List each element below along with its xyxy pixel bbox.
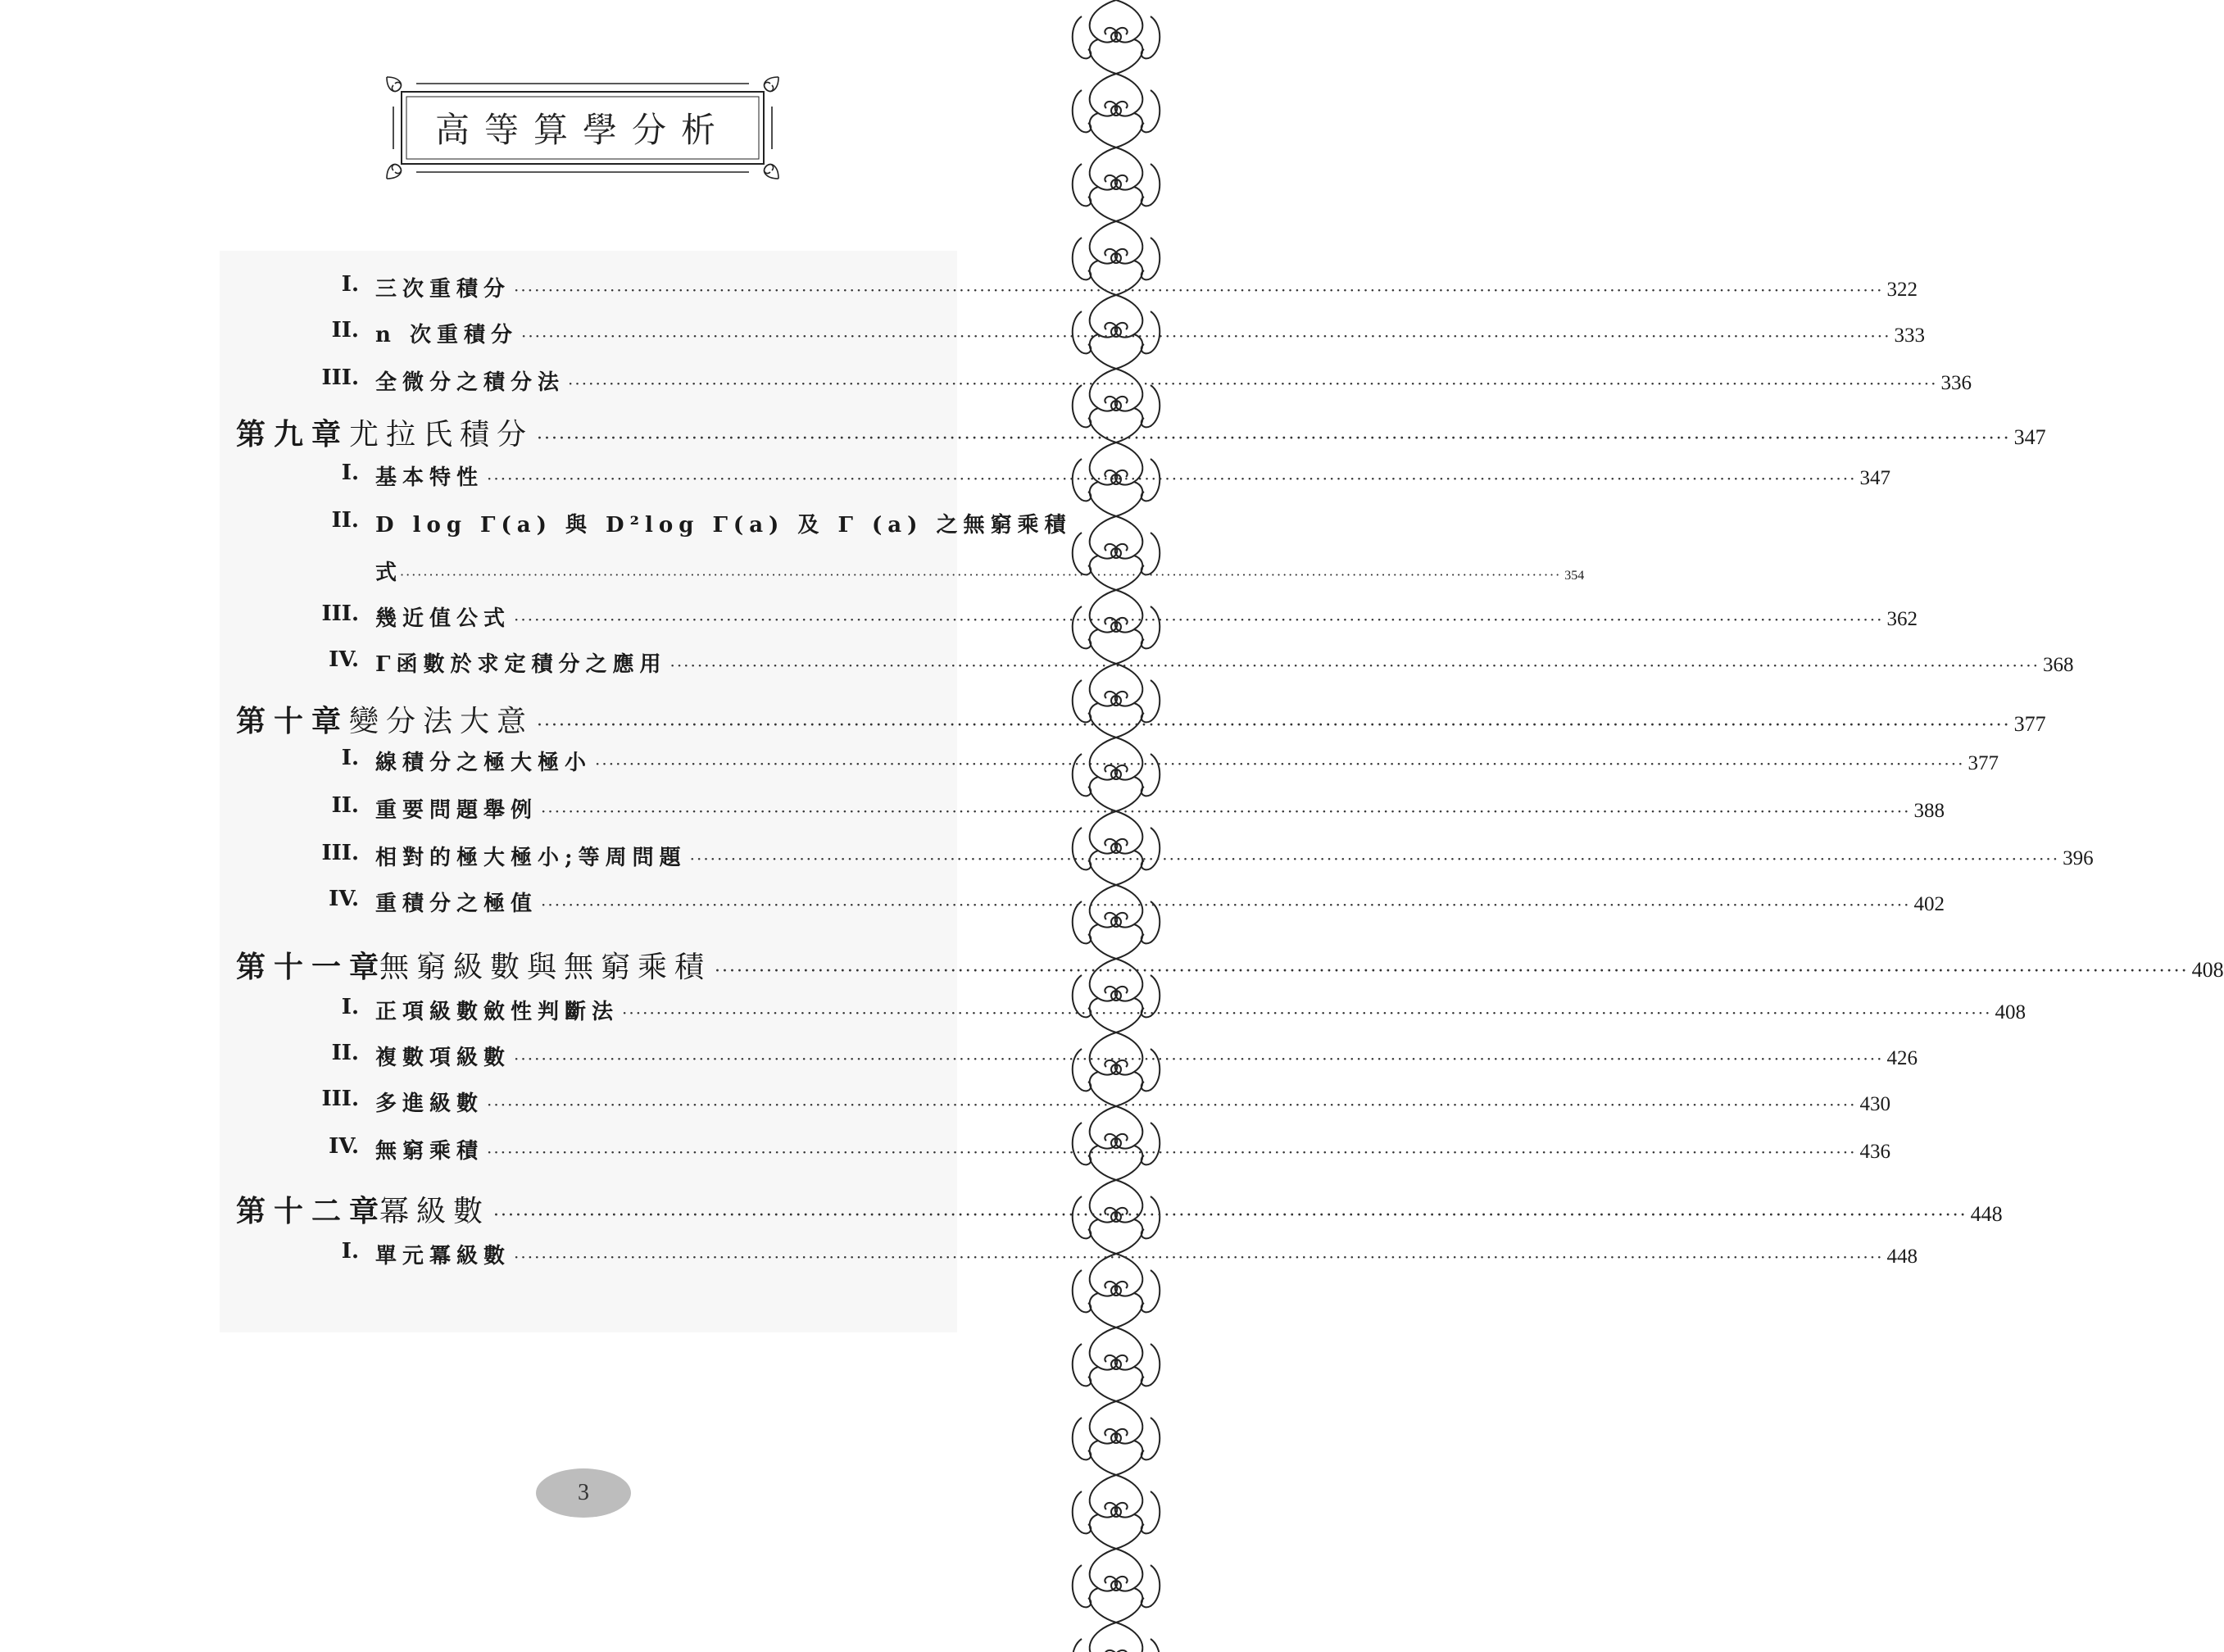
section-number: II.	[331, 1041, 359, 1065]
leader-dots: ········································································································································································································	[537, 715, 2011, 736]
chapter-title: 變分法大意	[349, 705, 534, 738]
section-title: 全微分之積分法	[375, 370, 565, 395]
leader-dots: ········································································································································································································	[520, 326, 1891, 346]
leader-dots: ········································································································································································································	[514, 280, 1884, 300]
toc-section-row	[321, 841, 2094, 871]
leader-dots: ········································································································································································································	[595, 754, 1965, 774]
section-number: I.	[341, 272, 359, 297]
page-ref: 333	[1894, 324, 1925, 347]
toc-chapter-row	[236, 1188, 2003, 1230]
leader-dots: ········································································································································································································	[487, 1095, 1857, 1114]
toc-section-row	[375, 556, 1585, 586]
page-ref: 426	[1886, 1047, 1918, 1069]
section-title: 三次重積分	[375, 277, 511, 302]
toc-section-row	[341, 272, 1918, 302]
section-title: 重積分之極值	[375, 892, 538, 916]
toc-chapter-row	[236, 944, 2224, 986]
leader-dots: ········································································································································································································	[689, 849, 2060, 869]
chapter-label: 第九章	[236, 417, 350, 452]
page-ref: 377	[1968, 752, 1999, 774]
section-number: I.	[341, 461, 359, 485]
section-title: 幾近值公式	[375, 606, 511, 631]
section-number: III.	[321, 1087, 359, 1111]
section-title: 線積分之極大極小	[375, 751, 592, 775]
toc-section-row	[329, 1134, 1890, 1164]
section-title: 正項級數斂性判斷法	[375, 1000, 620, 1024]
page-ref: 368	[2042, 654, 2074, 676]
page-ref: 354	[1564, 569, 1585, 583]
leader-dots: ········································································································································································································	[487, 469, 1857, 488]
section-title: 無窮乘積	[375, 1139, 484, 1164]
page-ref: 388	[1913, 800, 1945, 822]
section-title: 複數項級數	[375, 1046, 511, 1070]
leader-dots: ········································································································································································································	[568, 374, 1938, 393]
page-ref: 430	[1859, 1093, 1890, 1115]
chapter-title: 冪級數	[379, 1195, 491, 1228]
page-ref: 408	[1995, 1001, 2026, 1023]
toc-section-row	[329, 887, 1945, 917]
leader-dots: ········································································································································································································	[514, 1049, 1884, 1069]
section-title: D log Γ(a) 與 D²log Γ(a) 及 Γ (a) 之無窮乘積	[375, 513, 1072, 538]
section-title: 相對的極大極小;等周問題	[375, 846, 687, 870]
page-ref: 336	[1940, 372, 1972, 394]
section-number: IV.	[329, 647, 359, 672]
section-title: 單元冪級數	[375, 1244, 511, 1268]
leader-dots: ········································································································································································································	[622, 1003, 1992, 1023]
page-ref: 408	[2191, 958, 2224, 982]
toc-section-row	[341, 746, 1999, 776]
page-ref: 347	[2013, 425, 2046, 449]
toc-section-row	[341, 995, 2026, 1025]
section-number: II.	[331, 318, 359, 343]
page-ref: 396	[2063, 847, 2094, 869]
chapter-label: 第十章	[236, 704, 350, 738]
section-title: 重要問題舉例	[375, 798, 538, 823]
leader-dots: ········································································································································································································	[400, 567, 1562, 583]
page-number: 3	[536, 1468, 631, 1518]
page-ref: 362	[1886, 608, 1918, 630]
page-ref: 377	[2013, 712, 2046, 736]
section-number: IV.	[329, 887, 359, 911]
section-title: n 次重積分	[375, 323, 518, 347]
section-number: I.	[341, 1239, 359, 1264]
leader-dots: ········································································································································································································	[514, 1247, 1884, 1267]
section-number: II.	[331, 508, 359, 533]
toc-chapter-row	[236, 698, 2046, 740]
page-ref: 347	[1859, 467, 1890, 489]
leader-dots: ········································································································································································································	[715, 961, 2189, 982]
section-number: III.	[321, 365, 359, 390]
section-title: 多進級數	[375, 1092, 484, 1116]
chapter-label: 第十二章	[236, 1194, 388, 1228]
chapter-title: 尤拉氏積分	[349, 418, 534, 452]
toc-section-row	[341, 461, 1890, 491]
chapter-title: 無窮級數與無窮乘積	[379, 951, 712, 984]
page-ref: 322	[1886, 279, 1918, 301]
leader-dots: ········································································································································································································	[537, 429, 2011, 449]
section-title: 基本特性	[375, 465, 484, 490]
toc-section-row	[331, 508, 1072, 538]
book-title: 高等算學分析	[434, 110, 730, 150]
page-ref: 436	[1859, 1141, 1890, 1163]
section-title: 式	[375, 560, 397, 585]
toc-section-row	[331, 793, 1945, 824]
toc-section-row	[321, 365, 1972, 396]
chapter-label: 第十一章	[236, 950, 388, 984]
section-number: II.	[331, 793, 359, 818]
page-ref: 448	[1886, 1246, 1918, 1268]
leader-dots: ········································································································································································································	[493, 1205, 1968, 1226]
leader-dots: ········································································································································································································	[541, 895, 1911, 914]
table-of-contents	[220, 251, 2224, 1332]
section-number: I.	[341, 995, 359, 1019]
leader-dots: ········································································································································································································	[514, 610, 1884, 629]
leader-dots: ········································································································································································································	[487, 1142, 1857, 1162]
toc-section-row	[329, 647, 2074, 678]
toc-chapter-row	[236, 411, 2046, 453]
decorative-border	[1065, 0, 1168, 1652]
leader-dots: ········································································································································································································	[669, 656, 2040, 675]
toc-section-row	[331, 318, 1925, 348]
leader-dots: ········································································································································································································	[541, 801, 1911, 821]
page-ref: 402	[1913, 893, 1945, 915]
toc-section-row	[341, 1239, 1918, 1269]
section-number: I.	[341, 746, 359, 770]
section-title: Γ函數於求定積分之應用	[375, 652, 667, 677]
page-ref: 448	[1970, 1202, 2003, 1226]
section-number: III.	[321, 601, 359, 626]
toc-section-row	[321, 601, 1918, 632]
toc-section-row	[321, 1087, 1890, 1117]
toc-section-row	[331, 1041, 1918, 1071]
section-number: IV.	[329, 1134, 359, 1159]
section-number: III.	[321, 841, 359, 865]
